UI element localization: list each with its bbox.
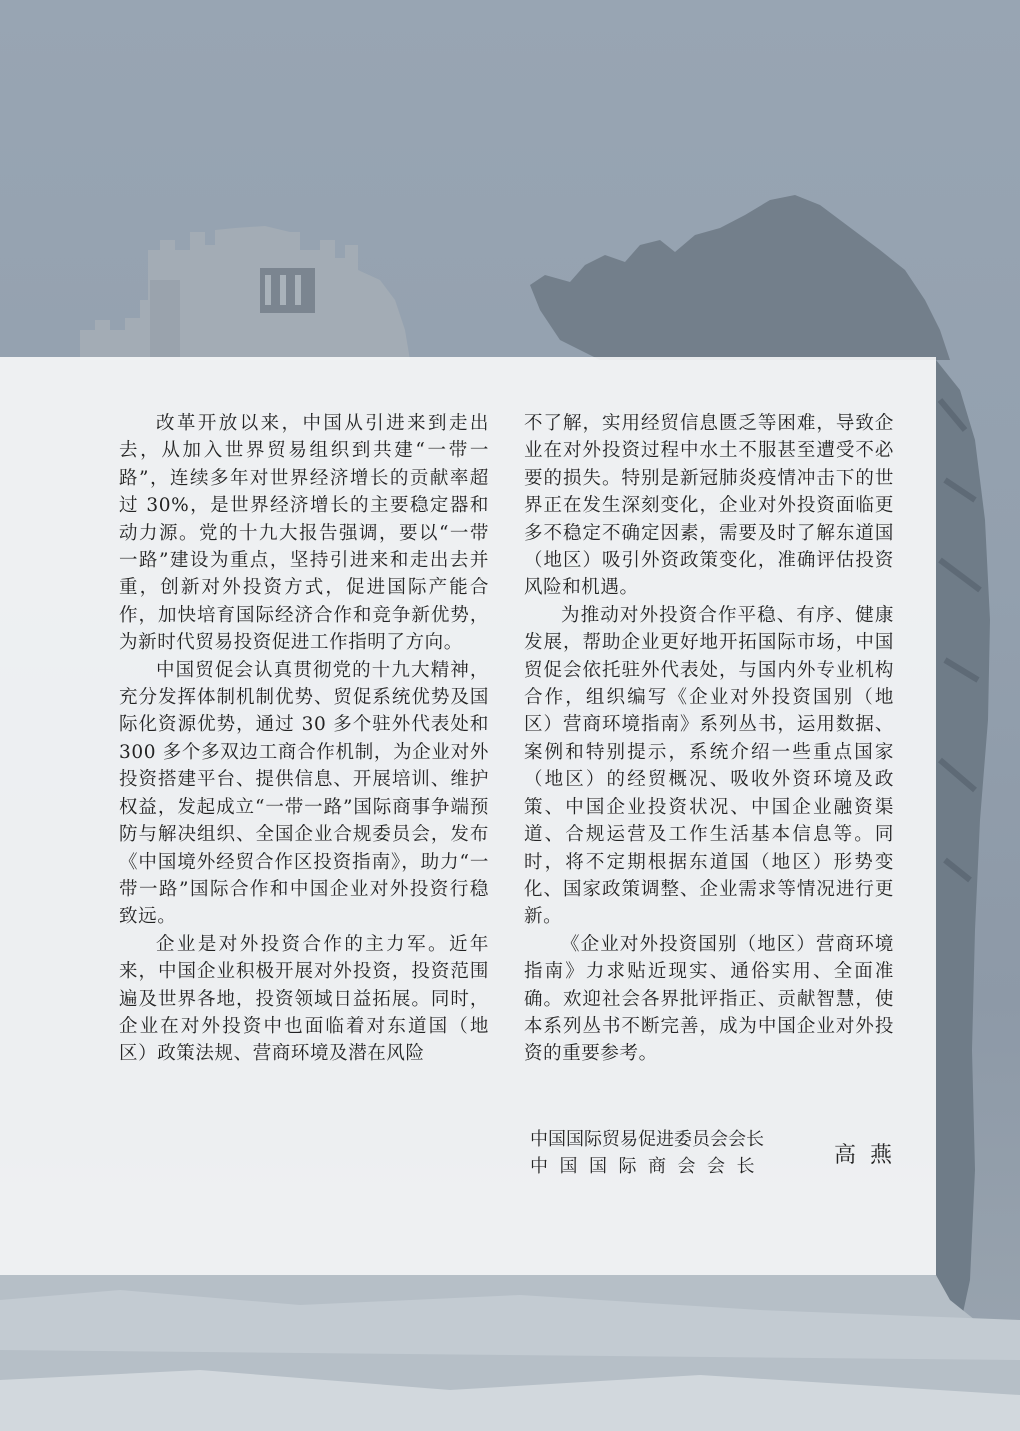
signature-title-line: 中国国际商会会长 bbox=[530, 1156, 766, 1177]
signature-titles bbox=[530, 1126, 800, 1180]
preface-paragraph: 为推动对外投资合作平稳、有序、健康发展，帮助企业更好地开拓国际市场，中国贸促会依托驻外代表处，与国内外专业机构合作，组织编写《企业对外投资国别（地区）营商环境指南》系列丛书，运用数据、案例和特别提示，系统介绍一些重点国家（地区）的经贸概况、吸收外资环境及政策、中国企业投资状况、中国企业融资渠道、合规运营及工作生活基本信息等。同时，将不定期根据东道国（地区）形势变化、国家政策调整、企业需求等情况进行更新。 bbox=[524, 604, 894, 928]
signature-title-line: 中国国际贸易促进委员会会长 bbox=[530, 1129, 764, 1150]
preface-paragraph: 改革开放以来，中国从引进来到走出去，从加入世界贸易组织到共建“一带一路”，连续多年对世界经济增长的贡献率超过 30%，是世界经济增长的主要稳定器和动力源。党的十九大报告强调，要以“一带一路”建设为重点，坚持引进来和走出去并重，创新对外投资方式，促进国际产能合作，加快培育国际经济合作和竞争新优势，为新时代贸易投资促进工作指明了方向。 bbox=[119, 413, 489, 654]
preface-paragraph: 中国贸促会认真贯彻党的十九大精神，充分发挥体制机制优势、贸促系统优势及国际化资源优势，通过 30 多个驻外代表处和 300 多个多双边工商合作机制，为企业对外投资搭建平台、提供信息、开展培训、维护权益，发起成立“一带一路”国际商事争端预防与解决组织、全国企业合规委员会，发布《中国境外经贸合作区投资指南》，助力“一带一路”国际合作和中国企业对外投资行稳致远。 bbox=[119, 659, 489, 928]
signature-name: 高燕 bbox=[834, 1143, 907, 1168]
preface-paragraph: 《企业对外投资国别（地区）营商环境指南》力求贴近现实、通俗实用、全面准确。欢迎社会各界批评指正、贡献智慧，使本系列丛书不断完善，成为中国企业对外投资的重要参考。 bbox=[524, 933, 894, 1065]
preface-paragraph: 企业是对外投资合作的主力军。近年来，中国企业积极开展对外投资，投资范围遍及世界各地，投资领域日益拓展。同时，企业在对外投资中也面临着对东道国（地区）政策法规、营商环境及潜在风险 bbox=[119, 933, 489, 1065]
preface-paragraph: 不了解，实用经贸信息匮乏等困难，导致企业在对外投资过程中水土不服甚至遭受不必要的损失。特别是新冠肺炎疫情冲击下的世界正在发生深刻变化，企业对外投资面临更多不稳定不确定因素，需要及时了解东道国（地区）吸引外资政策变化，准确评估投资风险和机遇。 bbox=[524, 413, 894, 599]
preface-left-column bbox=[119, 410, 489, 1068]
preface-right-column bbox=[524, 410, 894, 1068]
